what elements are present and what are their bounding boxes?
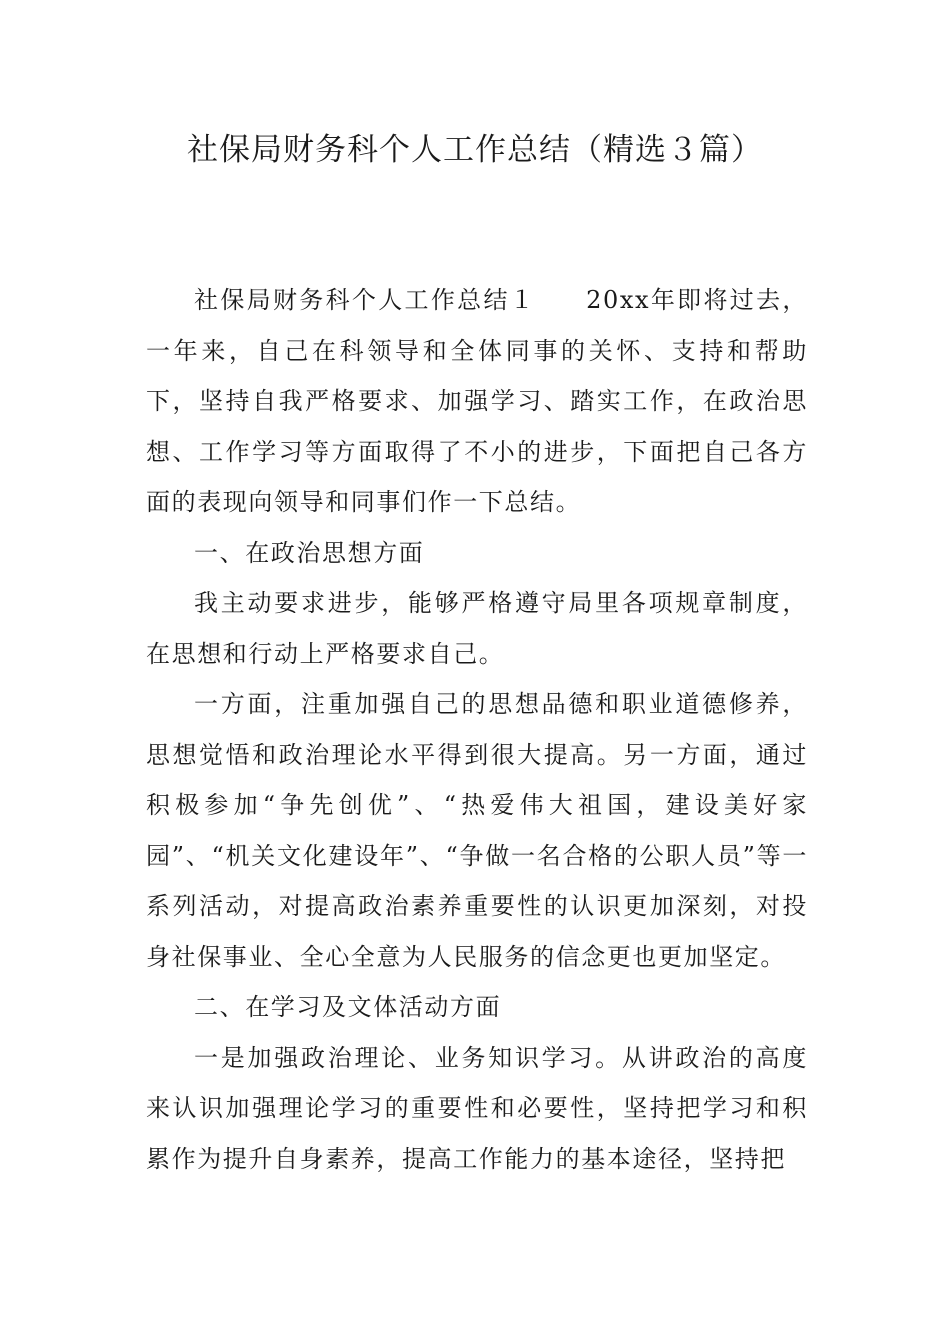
paragraph-intro-text: 20xx年即将过去，一年来，自己在科领导和全体同事的关怀、支持和帮助下，坚持自我严格要求、加强学习、踏实工作，在政治思想、工作学习等方面取得了不小的进步，下面把自己各方面的表现向领导和同事们作一下总结。 (146, 286, 808, 516)
paragraph: 一方面，注重加强自己的思想品德和职业道德修养，思想觉悟和政治理论水平得到很大提高。另一方面，通过积极参加“争先创优”、“热爱伟大祖国，建设美好家园”、“机关文化建设年”、“争做一名合格的公职人员”等一系列活动，对提高政治素养重要性的认识更加深刻，对投身社保事业、全心全意为人民服务的信念更也更加坚定。 (146, 690, 808, 971)
document-title: 社保局财务科个人工作总结（精选３篇） (187, 132, 763, 168)
paragraph: 我主动要求进步，能够严格遵守局里各项规章制度，在思想和行动上严格要求自己。 (146, 589, 808, 668)
paragraph-label: 社保局财务科个人工作总结１ (194, 286, 537, 314)
section-heading-study: 二、在学习及文体活动方面 (194, 993, 502, 1021)
document-body (146, 275, 808, 1184)
paragraph: 一是加强政治理论、业务知识学习。从讲政治的高度来认识加强理论学习的重要性和必要性，坚持把学习和积累作为提升自身素养，提高工作能力的基本途径，坚持把 (146, 1043, 808, 1173)
paragraph-intro (146, 275, 808, 528)
section-heading-politics: 一、在政治思想方面 (194, 538, 425, 567)
